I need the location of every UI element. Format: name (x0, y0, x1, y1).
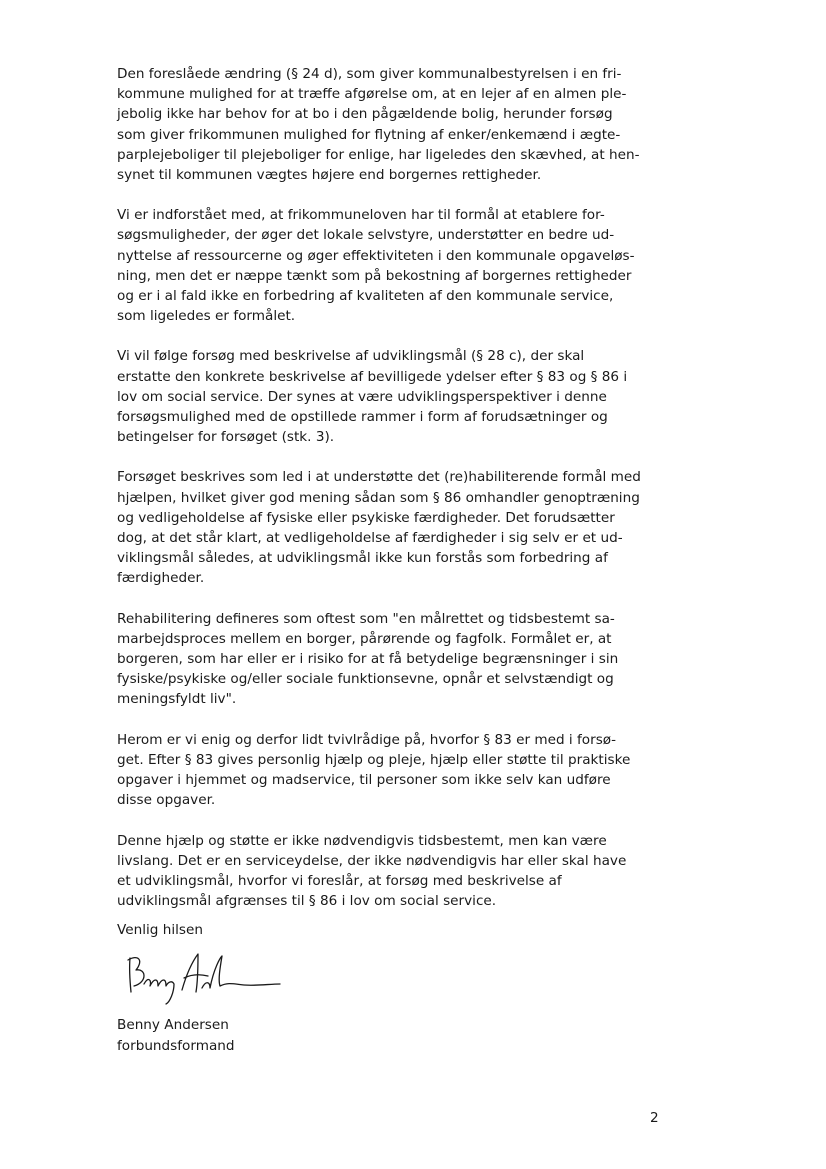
text-line: nyttelse af ressourcerne og øger effektiviteten i den kommunale opgaveløs- (117, 247, 635, 264)
page-number: 2 (650, 1110, 659, 1126)
text-line: betingelser for forsøget (stk. 3). (117, 429, 335, 446)
text-line: viklingsmål således, at udviklingsmål ikke kun forstås som forbedring af (117, 550, 608, 567)
text-line: disse opgaver. (117, 792, 216, 809)
text-line: marbejdsproces mellem en borger, pårørende og fagfolk. Formålet er, at (117, 630, 612, 647)
paragraph-4 (117, 467, 677, 588)
signer-name: Benny Andersen (117, 1017, 229, 1033)
text-line: dog, at det står klart, at vedligeholdelse af færdigheder i sig selv er et ud- (117, 530, 623, 547)
text-line: Vi vil følge forsøg med beskrivelse af udviklingsmål (§ 28 c), der skal (117, 348, 585, 365)
signer-block (117, 1015, 235, 1056)
paragraph-7 (117, 831, 677, 912)
handwritten-signature (124, 948, 284, 1008)
text-line: og er i al fald ikke en forbedring af kvaliteten af den kommunale service, (117, 288, 614, 305)
text-line: kommune mulighed for at træffe afgørelse om, at en lejer af en almen ple- (117, 86, 627, 103)
paragraph-6 (117, 730, 677, 811)
signer-title: forbundsformand (117, 1037, 235, 1054)
text-line: fysiske/psykiske og/eller sociale funktionsevne, opnår et selvstændigt og (117, 671, 614, 688)
text-line: Den foreslåede ændring (§ 24 d), som giver kommunalbestyrelsen i en fri- (117, 66, 622, 82)
text-line: erstatte den konkrete beskrivelse af bevilligede ydelser efter § 83 og § 86 i (117, 368, 628, 385)
text-line: og vedligeholdelse af fysiske eller psykiske færdigheder. Det forudsætter (117, 509, 615, 526)
paragraph-2 (117, 205, 677, 326)
text-line: Forsøget beskrives som led i at understøtte det (re)habiliterende formål med (117, 469, 641, 486)
closing-salutation: Venlig hilsen (117, 922, 203, 938)
text-line: forsøgsmulighed med de opstillede rammer i form af forudsætninger og (117, 409, 608, 426)
text-line: livslang. Det er en serviceydelse, der ikke nødvendigvis har eller skal have (117, 852, 627, 869)
text-line: lov om social service. Der synes at være udviklingsperspektiver i denne (117, 388, 607, 405)
paragraph-5 (117, 609, 677, 710)
text-line: meningsfyldt liv". (117, 691, 237, 708)
text-line: udviklingsmål afgrænses til § 86 i lov om social service. (117, 893, 497, 910)
text-line: søgsmuligheder, der øger det lokale selvstyre, understøtter en bedre ud- (117, 227, 615, 244)
text-line: Vi er indforstået med, at frikommuneloven har til formål at etablere for- (117, 207, 605, 224)
text-line: Herom er vi enig og derfor lidt tvivlrådige på, hvorfor § 83 er med i forsø- (117, 731, 617, 748)
letter-body (117, 64, 677, 931)
text-line: Rehabilitering defineres som oftest som "en målrettet og tidsbestemt sa- (117, 610, 615, 627)
paragraph-1 (117, 64, 677, 185)
text-line: et udviklingsmål, hvorfor vi foreslår, at forsøg med beskrivelse af (117, 872, 562, 889)
text-line: Denne hjælp og støtte er ikke nødvendigvis tidsbestemt, men kan være (117, 832, 607, 849)
text-line: parplejeboliger til plejeboliger for enlige, har ligeledes den skævhed, at hen- (117, 146, 640, 163)
text-line: færdigheder. (117, 570, 205, 587)
text-line: jebolig ikke har behov for at bo i den pågældende bolig, herunder forsøg (117, 106, 613, 123)
paragraph-3 (117, 346, 677, 447)
text-line: som giver frikommunen mulighed for flytning af enker/enkemænd i ægte- (117, 126, 621, 143)
text-line: som ligeledes er formålet. (117, 308, 296, 325)
text-line: ning, men det er næppe tænkt som på bekostning af borgernes rettigheder (117, 267, 632, 284)
text-line: hjælpen, hvilket giver god mening sådan som § 86 omhandler genoptræning (117, 489, 640, 506)
text-line: synet til kommunen vægtes højere end borgernes rettigheder. (117, 167, 542, 184)
text-line: opgaver i hjemmet og madservice, til personer som ikke selv kan udføre (117, 772, 611, 789)
text-line: borgeren, som har eller er i risiko for at få betydelige begrænsninger i sin (117, 651, 619, 668)
text-line: get. Efter § 83 gives personlig hjælp og pleje, hjælp eller støtte til praktiske (117, 751, 631, 768)
